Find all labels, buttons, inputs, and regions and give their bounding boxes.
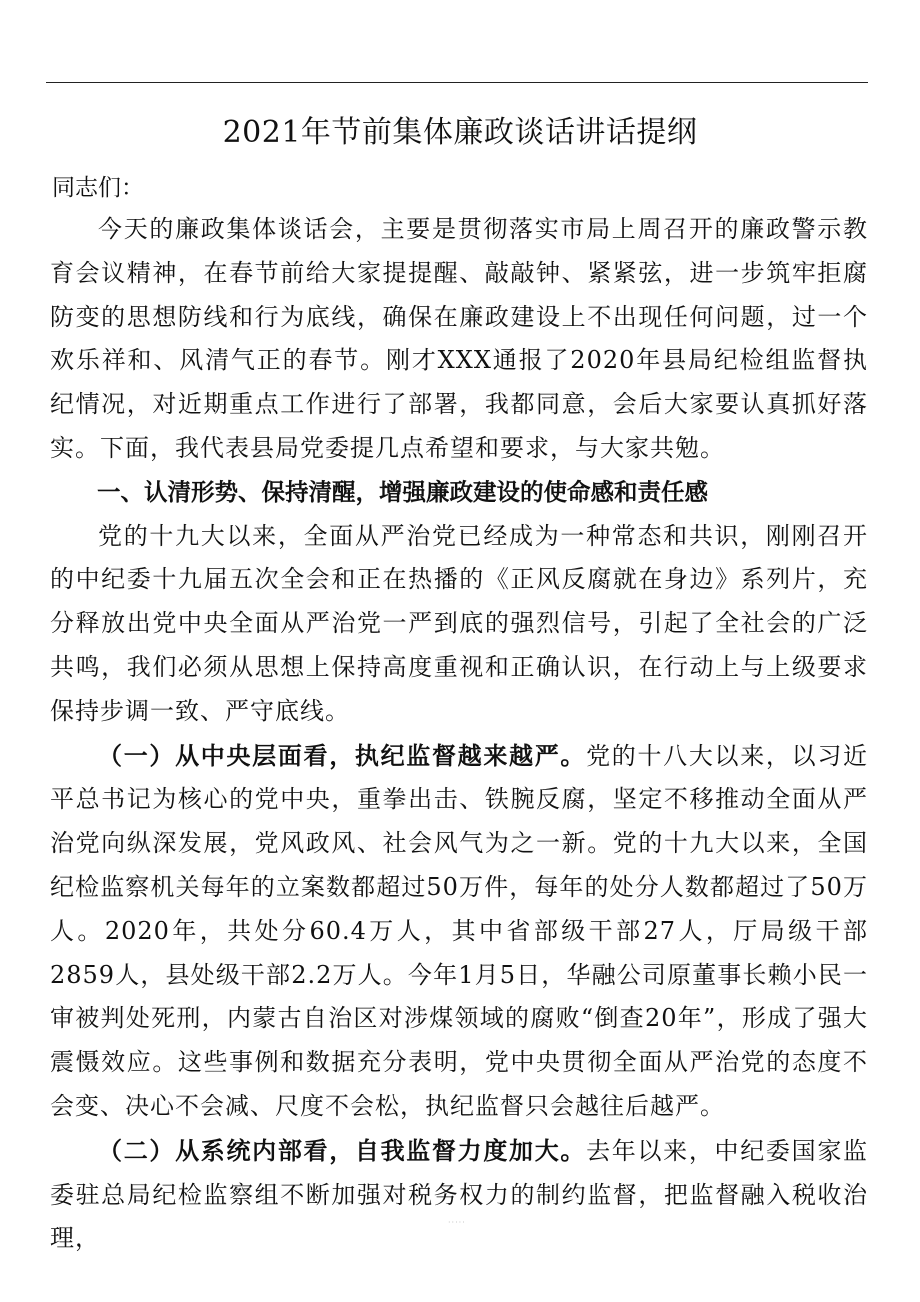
page-footer-mark: ····· (448, 1218, 466, 1227)
document-title: 2021年节前集体廉政谈话讲话提纲 (222, 115, 698, 150)
salutation: 同志们： (52, 175, 144, 201)
subsection-2-paragraph (50, 1129, 868, 1261)
subsection-2-lead: （二）从系统内部看，自我监督力度加大。 (98, 1135, 587, 1165)
subsection-1-text: 党的十八大以来，以习近平总书记为核心的党中央，重拳出击、铁腕反腐，坚定不移推动全面从严治党向纵深发展，党风政风、社会风气为之一新。党的十九大以来，全国纪检监察机关每年的立案数都超过50万件，每年的处分人数都超过了50万人。2020年，共处分60.4万人，其中省部级干部27人，厅局级干部2859人，县处级干部2.2万人。今年1月5日，华融公司原董事长赖小民一审被判处死刑，内蒙古自治区对涉煤领域的腐败“倒查20年”，形成了强大震慑效应。这些事例和数据充分表明，党中央贯彻全面从严治党的态度不会变、决心不会减、尺度不会松，执纪监督只会越往后越严。 (50, 741, 869, 1120)
document-body (50, 208, 868, 1261)
intro-paragraph: 今天的廉政集体谈话会，主要是贯彻落实市局上周召开的廉政警示教育会议精神，在春节前给大家提提醒、敲敲钟、紧紧弦，进一步筑牢拒腐防变的思想防线和行为底线，确保在廉政建设上不出现任何问题，过一个欢乐祥和、风清气正的春节。刚才XXX通报了2020年县局纪检组监督执纪情况，对近期重点工作进行了部署，我都同意，会后大家要认真抓好落实。下面，我代表县局党委提几点希望和要求，与大家共勉。 (50, 215, 868, 462)
subsection-2-text: 去年以来，中纪委国家监委驻总局纪检监察组不断加强对税务权力的制约监督，把监督融入税收治理， (50, 1136, 869, 1253)
section-1-paragraph: 党的十九大以来，全面从严治党已经成为一种常态和共识，刚刚召开的中纪委十九届五次全会和正在热播的《正风反腐就在身边》系列片，充分释放出党中央全面从严治党一严到底的强烈信号，引起了全社会的广泛共鸣，我们必须从思想上保持高度重视和正确认识，在行动上与上级要求保持步调一致、严守底线。 (50, 521, 868, 725)
subsection-1-paragraph (50, 734, 868, 1129)
section-heading-1: 一、认清形势、保持清醒，增强廉政建设的使命感和责任感 (97, 477, 708, 506)
subsection-1-lead: （一）从中央层面看，执纪监督越来越严。 (98, 740, 587, 770)
header-rule (46, 82, 868, 83)
